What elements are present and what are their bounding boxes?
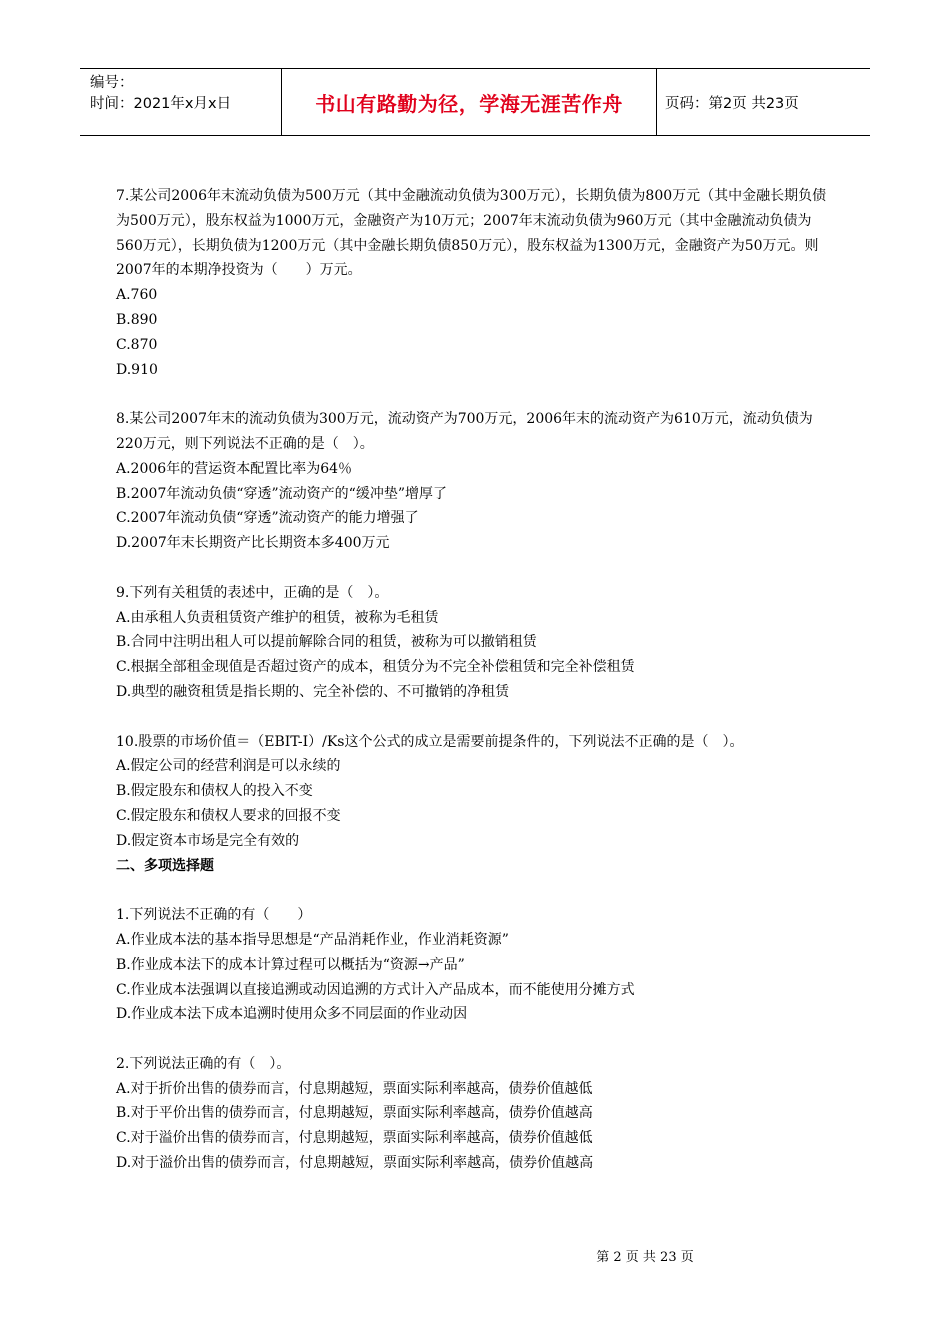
question-8 [116, 407, 836, 556]
question-stem: 2.下列说法正确的有（ ）。 [116, 1055, 291, 1072]
option-c: C.870 [116, 336, 158, 353]
option-b: B.890 [116, 311, 158, 328]
option-d: D.作业成本法下成本追溯时使用众多不同层面的作业动因 [116, 1006, 468, 1023]
header-motto: 书山有路勤为径，学海无涯苦作舟 [282, 69, 657, 135]
option-d: D.对于溢价出售的债券而言，付息期越短，票面实际利率越高，债券价值越高 [116, 1155, 594, 1172]
option-d: D.2007年末长期资产比长期资本多400万元 [116, 535, 390, 552]
option-b: B.假定股东和债权人的投入不变 [116, 783, 313, 800]
option-d: D.假定资本市场是完全有效的 [116, 832, 300, 849]
number-label: 编号： [90, 75, 134, 91]
page-footer [0, 1246, 950, 1265]
option-c: C.对于溢价出售的债券而言，付息期越短，票面实际利率越高，债券价值越低 [116, 1130, 593, 1147]
option-b: B.对于平价出售的债券而言，付息期越短，票面实际利率越高，债券价值越高 [116, 1105, 593, 1122]
document-body [116, 184, 836, 1176]
option-a: A.2006年的营运资本配置比率为64％ [116, 460, 353, 477]
time-label: 时间：2021年x月x日 [90, 96, 232, 112]
question-9 [116, 581, 836, 705]
question-10 [116, 730, 836, 854]
option-a: A.由承租人负责租赁资产维护的租赁，被称为毛租赁 [116, 609, 439, 626]
option-c: C.假定股东和债权人要求的回报不变 [116, 807, 341, 824]
option-a: A.假定公司的经营利润是可以永续的 [116, 758, 341, 775]
header-left-cell [80, 69, 282, 135]
option-d: D.典型的融资租赁是指长期的、完全补偿的、不可撤销的净租赁 [116, 683, 510, 700]
option-a: A.作业成本法的基本指导思想是“产品消耗作业，作业消耗资源” [116, 931, 509, 948]
option-c: C.作业成本法强调以直接追溯或动因追溯的方式计入产品成本，而不能使用分摊方式 [116, 981, 635, 998]
question-stem: 7.某公司2006年末流动负债为500万元（其中金融流动负债为300万元），长期负债为800万元（其中金融长期负债为500万元），股东权益为1000万元，金融资产为10万元；2007年末流动负债为960万元（其中金融流动负债为560万元），长期负债为1200万元（其中金融长期负债850万元），股东权益为1300万元，金融资产为50万元。则2007年的本期净投资为（ ）万元。 [116, 188, 827, 279]
option-a: A.对于折价出售的债券而言，付息期越短，票面实际利率越高，债券价值越低 [116, 1080, 593, 1097]
section-title: 二、多项选择题 [116, 857, 214, 874]
multi-question-2 [116, 1052, 836, 1176]
option-b: B.合同中注明出租人可以提前解除合同的租赁，被称为可以撤销租赁 [116, 634, 537, 651]
option-a: A.760 [116, 287, 158, 304]
footer-page-number: 第 2 页 共 23 页 [596, 1250, 694, 1265]
option-c: C.根据全部租金现值是否超过资产的成本，租赁分为不完全补偿租赁和完全补偿租赁 [116, 659, 635, 676]
question-stem: 10.股票的市场价值＝（EBIT-I）/Ks这个公式的成立是需要前提条件的，下列说法不正确的是（ ）。 [116, 733, 744, 750]
multi-question-1 [116, 903, 836, 1027]
option-c: C.2007年流动负债“穿透”流动资产的能力增强了 [116, 510, 419, 527]
page-header [80, 68, 870, 136]
option-b: B.2007年流动负债“穿透”流动资产的“缓冲垫”增厚了 [116, 485, 447, 502]
question-stem: 9.下列有关租赁的表述中，正确的是（ ）。 [116, 584, 389, 601]
option-b: B.作业成本法下的成本计算过程可以概括为“资源→产品” [116, 956, 465, 973]
question-7 [116, 184, 836, 382]
question-stem: 1.下列说法不正确的有（ ） [116, 907, 312, 924]
header-page-info: 页码：第2页 共23页 [665, 95, 799, 112]
option-d: D.910 [116, 361, 158, 378]
question-stem: 8.某公司2007年末的流动负债为300万元，流动资产为700万元，2006年末的流动资产为610万元，流动负债为220万元，则下列说法不正确的是（ ）。 [116, 411, 813, 452]
